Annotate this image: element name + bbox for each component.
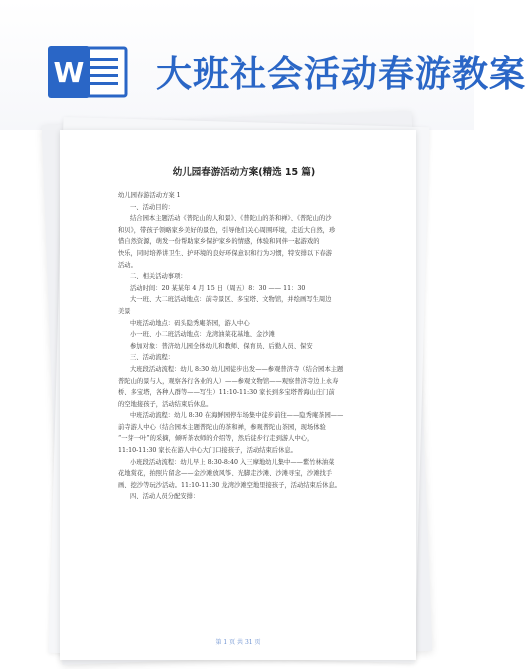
document-line: 小一班、小二班活动地点：龙湾油菜花基地、金沙滩 [130,331,275,339]
document-line: 中班活动流程：幼儿 8:30 在海鲜园停车场集中徒步前往——隐秀庵茶园—— [130,412,344,420]
document-line: 三、活动流程： [130,354,175,362]
document-line: 普陀山的景与人，观察各行各业的人）——参观文物馆——观察普济寺边上永寿 [118,377,339,385]
document-line: 桥、多宝塔，各种人群等——写生）11:10-11:30 家长到多宝塔普海山庄门前 [118,389,335,397]
document-title: 幼儿园春游活动方案(精选 15 篇) [172,167,316,178]
word-document-icon [46,44,130,100]
document-line: 大一班、大二班活动地点：前寺景区、多宝塔、文物馆，并绘画写生周边 [130,296,332,304]
document-line: 快乐，同时培养讲卫生、护环境的良好环保意识和行为习惯，特安排以下春游 [118,249,333,257]
document-page [60,130,416,660]
document-body [118,190,390,503]
document-line: 小班段活动流程：幼儿早上 8:30-8:40 入三摩地幼儿集中——紫竹林油菜 [130,458,335,466]
document-line: 活动。 [118,261,137,269]
document-line: 前寺游人中心（结合园本主题普陀山的茶和禅，参观普陀山茶园，现场体验 [118,423,326,431]
document-line: 的空地接孩子，活动结束后休息。 [118,400,213,408]
document-line: “一芽一叶”的采摘，倾听茶农师的介绍等，然后徒步行走到游人中心， [118,435,314,443]
svg-text:W: W [53,56,85,89]
document-line: 美景 [118,307,131,315]
document-line: 一、活动目的： [130,203,175,211]
document-line: 活动时间：20 某某年 4 月 15 日（周五）8：30 —— 11：30 [130,284,306,292]
document-line: 大班段活动流程：幼儿 8:30 幼儿园徒步出发——参观普济寺（结合园本主题 [130,365,344,373]
document-line: 花地赏花，拍照片留念——金沙滩放风筝、光脚走沙滩、沙滩寻宝，沙滩找手 [118,470,333,478]
document-line: 画、挖沙等玩沙活动。11:10-11:30 龙湾沙滩空地里接孩子，活动结束后休息。 [118,481,342,489]
document-line: 二、相关活动事项： [130,273,187,281]
document-line: 11:10-11:30 家长在游人中心大门口接孩子，活动结束后休息。 [118,447,297,455]
document-line: 结合园本主题活动《普陀山的人和景》、《普陀山的茶和禅》、《普陀山的沙 [130,215,332,223]
document-line: 中班活动地点：码头隐秀庵茶园，游人中心 [130,319,250,327]
document-line: 参加对象：普济幼儿园全体幼儿和教师、保育员、后勤人员、保安 [130,342,313,350]
document-line: 惜自然资源，萌发一份帮助家乡保护家乡的情感，体验和同伴一起游戏的 [118,238,320,246]
page-title: 大班社会活动春游教案 [156,54,526,95]
document-line: 幼儿园春游活动方案 1 [118,192,181,199]
document-line: 和贝》，带孩子领略家乡美好的景色，引导他们关心周围环境，走近大自然，珍 [118,226,336,234]
document-line: 四、活动人员分配安排： [130,493,200,501]
page-number: 第 1 页 共 31 页 [215,639,261,646]
